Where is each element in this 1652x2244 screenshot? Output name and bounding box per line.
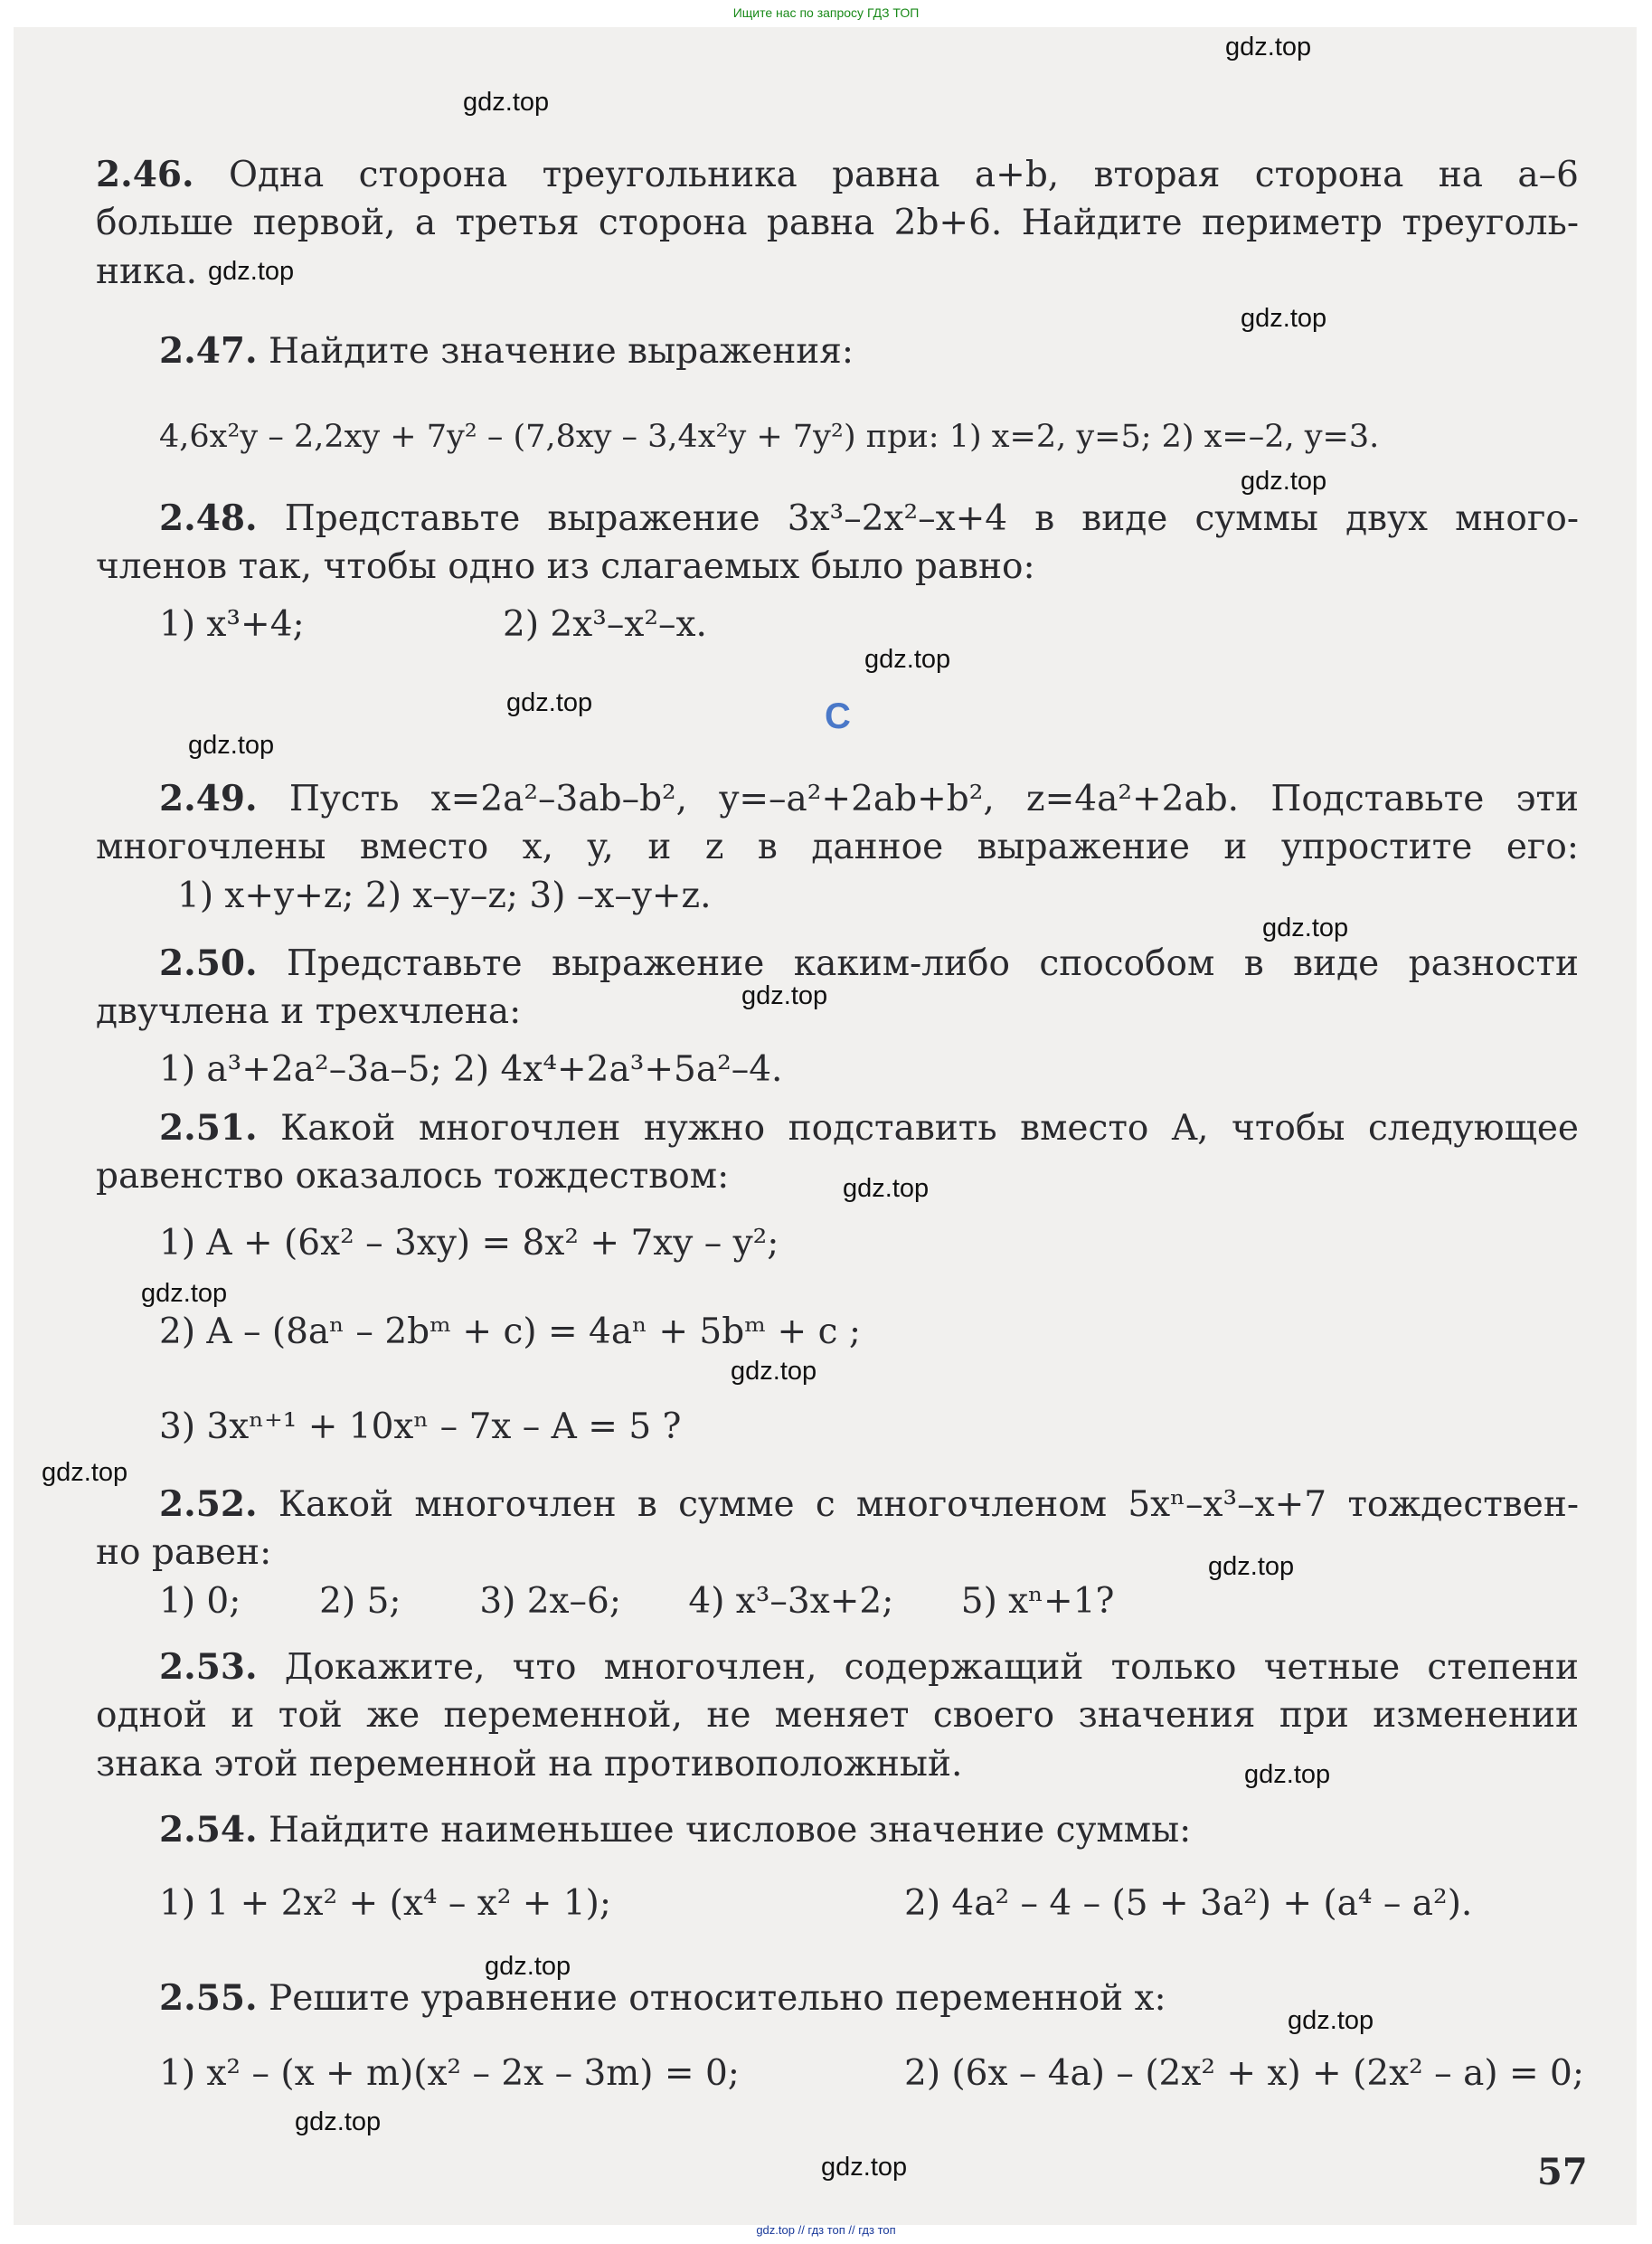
task-2-52-options: 1) 0; 2) 5; 3) 2x–6; 4) x³–3x+2; 5) xⁿ+1? [159, 1581, 1115, 1622]
watermark: gdz.top [42, 1458, 128, 1487]
task-2-49-line-1: 2.49. Пусть x=2a²–3ab–b², y=–a²+2ab+b², z=4a²+2ab. Подставьте эти [159, 778, 1579, 819]
task-2-53-line-3: знака этой переменной на противоположный. [96, 1744, 963, 1785]
task-2-49-line-3: 1) x+y+z; 2) x–y–z; 3) –x–y+z. [177, 876, 712, 916]
task-2-46-line-3: ника. [96, 251, 198, 292]
watermark: gdz.top [463, 88, 550, 117]
task-2-55-equation-2: 2) (6x – 4a) – (2x² + x) + (2x² – a) = 0; [904, 2053, 1584, 2094]
task-number: 2.46. [96, 154, 194, 195]
task-2-48-line-2: членов так, чтобы одно из слагаемых было равно: [96, 546, 1035, 587]
task-2-46-line-1: 2.46. Одна сторона треугольника равна a+b, вторая сторона на a–6 [96, 154, 1579, 195]
task-2-49-line-2: многочлены вместо x, y, и z в данное выражение и упростите его: [96, 827, 1579, 867]
watermark: gdz.top [1225, 33, 1312, 62]
watermark: gdz.top [208, 257, 295, 286]
task-2-54-line-1: 2.54. Найдите наименьшее числовое значение суммы: [159, 1809, 1192, 1851]
task-2-50-line-3: 1) a³+2a²–3a–5; 2) 4x⁴+2a³+5a²–4. [159, 1049, 783, 1090]
task-2-51-equation-2: 2) A – (8aⁿ – 2bᵐ + c) = 4aⁿ + 5bᵐ + c ; [159, 1311, 861, 1352]
task-2-54-option-2: 2) 4a² – 4 – (5 + 3a²) + (a⁴ – a²). [904, 1883, 1473, 1924]
watermark: gdz.top [731, 1357, 817, 1386]
watermark: gdz.top [821, 2153, 908, 2182]
task-2-54-option-1: 1) 1 + 2x² + (x⁴ – x² + 1); [159, 1883, 612, 1924]
top-banner: Ищите нас по запросу ГДЗ ТОП [732, 5, 920, 20]
task-2-51-line-2: равенство оказалось тождеством: [96, 1156, 730, 1197]
watermark: gdz.top [1241, 304, 1327, 333]
task-2-51-equation-3: 3) 3xⁿ⁺¹ + 10xⁿ – 7x – A = 5 ? [159, 1406, 682, 1447]
task-2-53-line-2: одной и той же переменной, не меняет своего значения при изменении [96, 1695, 1579, 1736]
watermark: gdz.top [141, 1279, 228, 1308]
task-2-51-line-1: 2.51. Какой многочлен нужно подставить вместо A, чтобы следующее [159, 1107, 1579, 1149]
watermark: gdz.top [188, 731, 275, 760]
task-2-53-line-1: 2.53. Докажите, что многочлен, содержащий только четные степени [159, 1646, 1579, 1688]
watermark: gdz.top [843, 1174, 930, 1203]
watermark: gdz.top [1262, 914, 1349, 942]
task-2-48-option-2: 2) 2x³–x²–x. [503, 604, 707, 645]
page-number: 57 [1537, 2151, 1588, 2193]
watermark: gdz.top [741, 981, 828, 1010]
task-2-47-expression: 4,6x²y – 2,2xy + 7y² – (7,8xy – 3,4x²y + 7y²) при: 1) x=2, y=5; 2) x=–2, y=3. [159, 419, 1380, 455]
watermark: gdz.top [295, 2107, 382, 2136]
watermark: gdz.top [864, 645, 951, 674]
task-2-47-line-1: 2.47. Найдите значение выражения: [159, 330, 854, 372]
task-2-46-line-2: больше первой, а третья сторона равна 2b+6. Найдите периметр треуголь- [96, 203, 1579, 243]
watermark: gdz.top [485, 1952, 571, 1981]
task-2-55-line-1: 2.55. Решите уравнение относительно переменной x: [159, 1977, 1166, 2019]
task-2-50-line-2: двучлена и трехчлена: [96, 991, 522, 1032]
watermark: gdz.top [1208, 1552, 1295, 1581]
task-2-48-line-1: 2.48. Представьте выражение 3x³–2x²–x+4 в виде суммы двух много- [159, 497, 1580, 539]
footer-watermark: gdz.top // гдз топ // гдз топ [756, 2223, 896, 2237]
watermark: gdz.top [1244, 1760, 1331, 1789]
task-2-51-equation-1: 1) A + (6x² – 3xy) = 8x² + 7xy – y²; [159, 1223, 779, 1264]
watermark: gdz.top [1241, 467, 1327, 496]
task-2-48-option-1: 1) x³+4; [159, 604, 305, 645]
task-2-55-equation-1: 1) x² – (x + m)(x² – 2x – 3m) = 0; [159, 2053, 740, 2094]
watermark: gdz.top [1288, 2006, 1374, 2035]
task-2-50-line-1: 2.50. Представьте выражение каким-либо способом в виде разности [159, 942, 1579, 984]
task-2-52-line-1: 2.52. Какой многочлен в сумме с многочленом 5xⁿ–x³–x+7 тождествен- [159, 1483, 1579, 1525]
task-2-52-line-2: но равен: [96, 1532, 272, 1573]
watermark: gdz.top [506, 688, 593, 717]
stray-letter: C [825, 696, 851, 736]
